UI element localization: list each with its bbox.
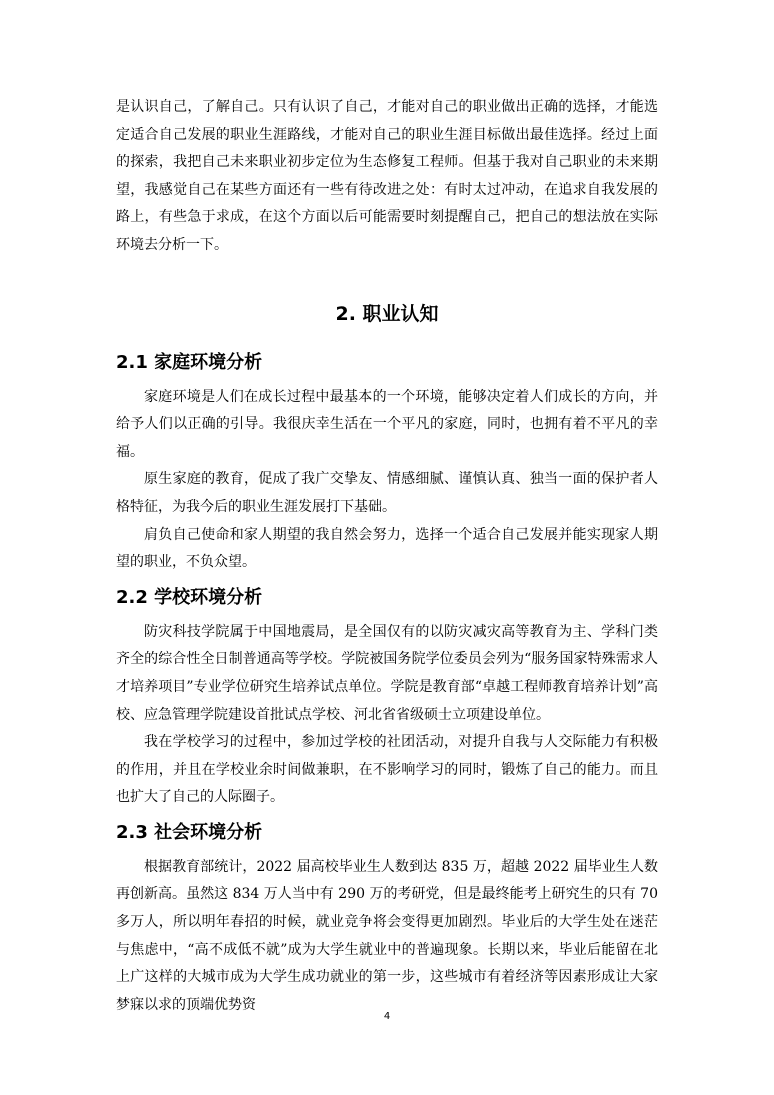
section-heading: 2.3 社会环境分析 bbox=[116, 821, 263, 843]
chapter-title: 2. 职业认知 bbox=[335, 302, 439, 325]
section-heading: 2.1 家庭环境分析 bbox=[116, 351, 263, 373]
section-paragraph: 我在学校学习的过程中，参加过学校的社团活动，对提升自我与人交际能力有积极的作用，并且在学校业余时间做兼职，在不影响学习的同时，锻炼了自己的能力。而且也扩大了自己的人际圈子。 bbox=[116, 734, 658, 806]
intro-paragraph: 是认识自己，了解自己。只有认识了自己，才能对自己的职业做出正确的选择，才能选定适合自己发展的职业生涯路线，才能对自己的职业生涯目标做出最佳选择。经过上面的探索，我把自己未来职业初步定位为生态修复工程师。但基于我对自己职业的未来期望，我感觉自己在某些方面还有一些有待改进之处：有时太过冲动，在追求自我发展的路上，有些急于求成，在这个方面以后可能需要时刻提醒自己，把自己的想法放在实际环境去分析一下。 bbox=[116, 99, 658, 253]
section-paragraph: 原生家庭的教育，促成了我广交挚友、情感细腻、谨慎认真、独当一面的保护者人格特征，为我今后的职业生涯发展打下基础。 bbox=[116, 471, 658, 515]
page-number: 4 bbox=[383, 1011, 391, 1022]
section-social-environment bbox=[116, 816, 658, 1020]
document-page bbox=[116, 94, 658, 1019]
section-heading: 2.2 学校环境分析 bbox=[116, 586, 263, 608]
section-paragraph: 肩负自己使命和家人期望的我自然会努力，选择一个适合自己发展并能实现家人期望的职业，不负众望。 bbox=[116, 526, 658, 571]
section-school-environment bbox=[116, 581, 658, 812]
section-paragraph: 家庭环境是人们在成长过程中最基本的一个环境，能够决定着人们成长的方向，并给予人们以正确的引导。我很庆幸生活在一个平凡的家庭，同时，也拥有着不平凡的幸福。 bbox=[116, 388, 658, 460]
section-paragraph: 根据教育部统计，2022 届高校毕业生人数到达 835 万，超越 2022 届毕业生人数再创新高。虽然这 834 万人当中有 290 万的考研党，但是最终能考上研究生的只有 70 多万人，所以明年春招的时候，就业竞争将会变得更加剧烈。毕业后的大学生处在迷茫与焦虑中，“高不成低不就”成为大学生就业中的普遍现象。长期以来，毕业后能留在北上广这样的大城市成为大学生成功就业的第一步，这些城市有着经济等因素形成让大家梦寐以求的顶端优势资 bbox=[116, 858, 658, 1013]
section-family-environment bbox=[116, 346, 658, 577]
section-paragraph: 防灾科技学院属于中国地震局，是全国仅有的以防灾减灾高等教育为主、学科门类齐全的综合性全日制普通高等学校。学院被国务院学位委员会列为“服务国家特殊需求人才培养项目”专业学位研究生培养试点单位。学院是教育部“卓越工程师教育培养计划”高校、应急管理学院建设首批试点学校、河北省省级硕士立项建设单位。 bbox=[116, 623, 658, 723]
